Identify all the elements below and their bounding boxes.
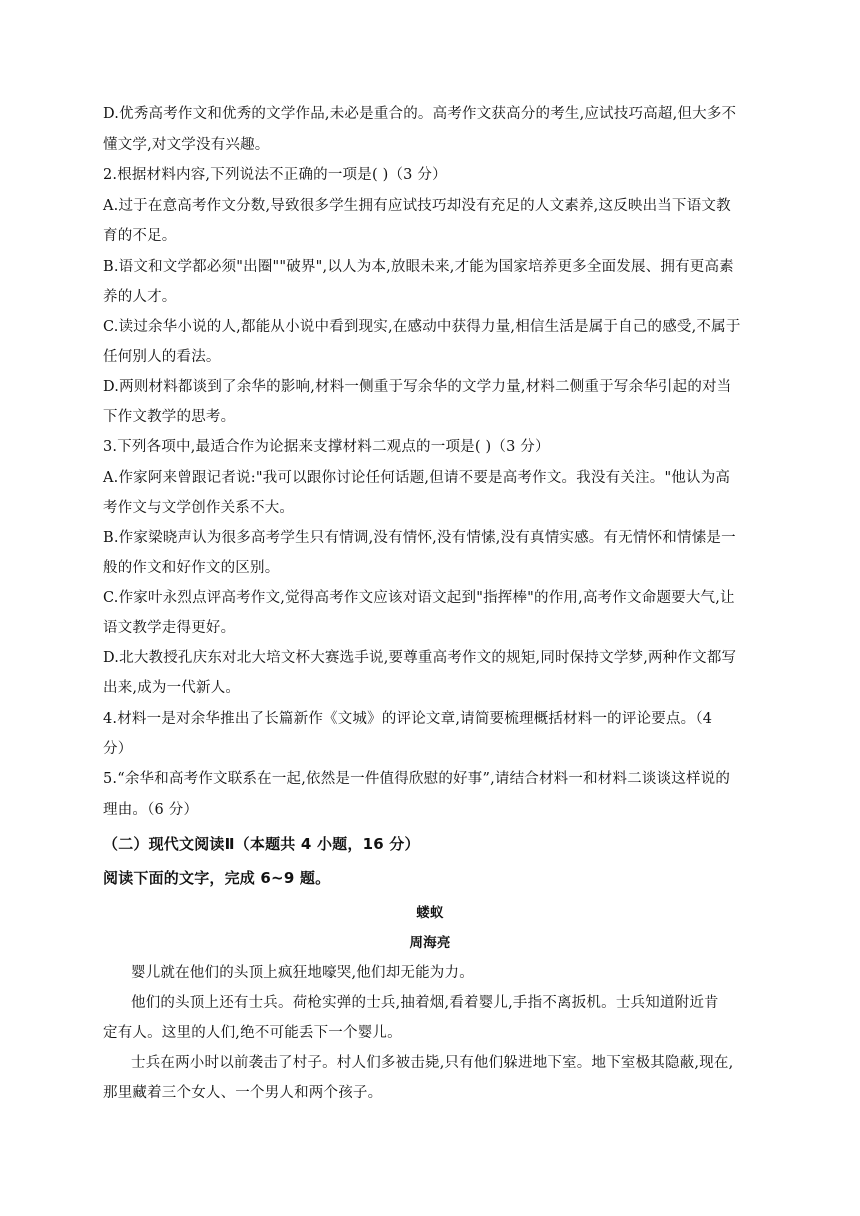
story-paragraph-1: 婴儿就在他们的头顶上疯狂地嚎哭,他们却无能为力。: [131, 965, 474, 981]
question-4-line1: 4.材料一是对余华推出了长篇新作《文城》的评论文章,请简要梳理概括材料一的评论要点。（4: [103, 711, 713, 727]
q2-option-a-line1: A.过于在意高考作文分数,导致很多学生拥有应试技巧却没有充足的人文素养,这反映出当下语文教: [103, 198, 731, 214]
question-2: 2.根据材料内容,下列说法不正确的一项是( )（3 分）: [103, 167, 447, 183]
q2-option-d-line1: D.两则材料都谈到了余华的影响,材料一侧重于写余华的文学力量,材料二侧重于写余华引起的对当: [103, 379, 732, 395]
story-author: 周海亮: [409, 935, 451, 951]
story-paragraph-3-line1: 士兵在两小时以前袭击了村子。村人们多被击毙,只有他们躲进地下室。地下室极其隐蔽,现在,: [131, 1055, 734, 1071]
question-4-line2: 分）: [103, 741, 133, 757]
q3-option-d-line1: D.北大教授孔庆东对北大培文杯大赛选手说,要尊重高考作文的规矩,同时保持文学梦,两种作文都写: [103, 650, 737, 666]
option-d-q1-line1: D.优秀高考作文和优秀的文学作品,未必是重合的。高考作文获高分的考生,应试技巧高超,但大多不: [103, 106, 737, 122]
q3-option-b-line1: B.作家梁晓声认为很多高考学生只有情调,没有情怀,没有情愫,没有真情实感。有无情怀和情愫是一: [103, 530, 736, 546]
q3-option-c-line2: 语文教学走得更好。: [103, 620, 236, 636]
q3-option-a-line1: A.作家阿来曾跟记者说:"我可以跟你讨论任何话题,但请不要是高考作文。我没有关注。"他认为高: [103, 470, 731, 486]
q3-option-c-line1: C.作家叶永烈点评高考作文,觉得高考作文应该对语文起到"指挥棒"的作用,高考作文命题要大气,让: [103, 590, 735, 606]
story-paragraph-2-line1: 他们的头顶上还有士兵。荷枪实弹的士兵,抽着烟,看着婴儿,手指不离扳机。士兵知道附近肯: [131, 995, 719, 1011]
q2-option-a-line2: 育的不足。: [103, 228, 177, 244]
q2-option-c-line1: C.读过余华小说的人,都能从小说中看到现实,在感动中获得力量,相信生活是属于自己的感受,不属于: [103, 319, 741, 335]
story-paragraph-3-line2: 那里藏着三个女人、一个男人和两个孩子。: [103, 1085, 383, 1101]
section-heading: （二）现代文阅读Ⅱ（本题共 4 小题，16 分）: [103, 835, 420, 853]
option-d-q1-line2: 懂文学,对文学没有兴趣。: [103, 137, 270, 153]
q2-option-d-line2: 下作文教学的思考。: [103, 409, 236, 425]
q3-option-d-line2: 出来,成为一代新人。: [103, 680, 241, 696]
q3-option-b-line2: 般的作文和好作文的区别。: [103, 560, 280, 576]
question-5-line2: 理由。（6 分）: [103, 802, 199, 818]
question-3: 3.下列各项中,最适合作为论据来支撑材料二观点的一项是( )（3 分）: [103, 439, 550, 455]
story-paragraph-2-line2: 定有人。这里的人们,绝不可能丢下一个婴儿。: [103, 1025, 402, 1041]
q2-option-b-line2: 养的人才。: [103, 289, 177, 305]
story-title: 蝼蚁: [416, 905, 444, 921]
q2-option-c-line2: 任何别人的看法。: [103, 349, 221, 365]
q3-option-a-line2: 考作文与文学创作关系不大。: [103, 500, 295, 516]
section-instruction: 阅读下面的文字，完成 6~9 题。: [103, 869, 331, 887]
question-5-line1: 5.“余华和高考作文联系在一起,依然是一件值得欣慰的好事”,请结合材料一和材料二谈谈这样说的: [103, 771, 731, 787]
q2-option-b-line1: B.语文和文学都必须"出圈""破界",以人为本,放眼未来,才能为国家培养更多全面发展、拥有更高素: [103, 259, 734, 275]
